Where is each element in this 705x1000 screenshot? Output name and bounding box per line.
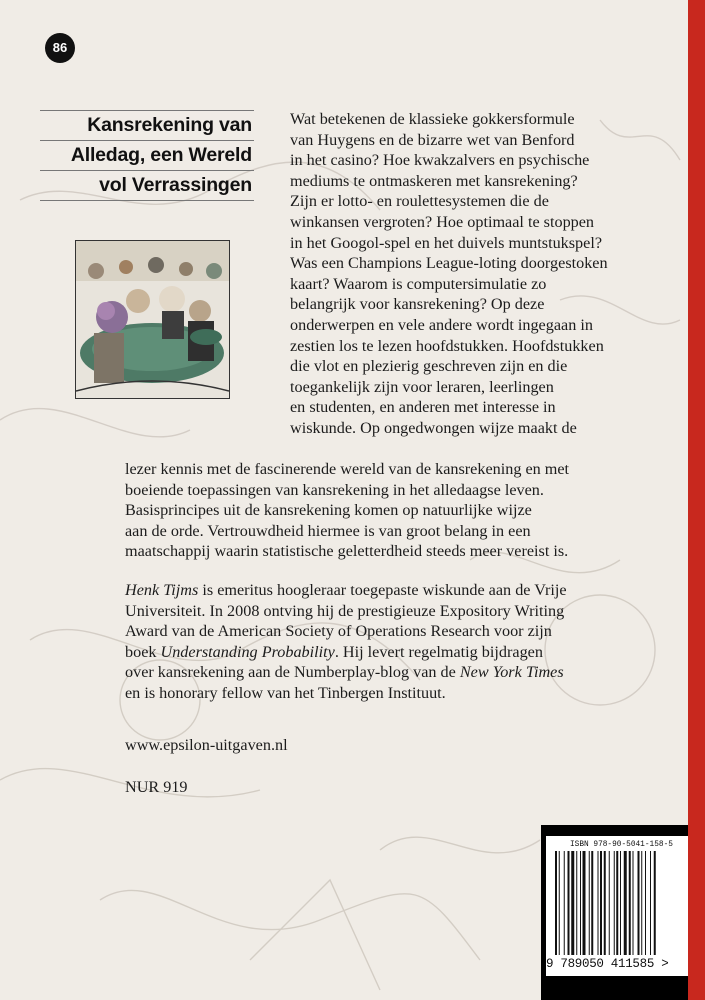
barcode-bar — [589, 851, 590, 955]
barcode-bar — [555, 851, 557, 955]
bio-text: over kansrekening aan de Numberplay-blog van de — [125, 663, 460, 682]
bio-text: boek — [125, 642, 161, 661]
barcode-bar — [641, 851, 642, 955]
barcode-bar — [564, 851, 565, 955]
author-bio — [125, 580, 685, 704]
bio-text: is emeritus hoogleraar toegepaste wiskunde aan de Vrije — [198, 581, 567, 599]
title-line: vol Verrassingen — [40, 170, 254, 201]
blurb-paragraph-top — [290, 109, 690, 439]
barcode-bar — [604, 851, 606, 955]
blurb-line: aan de orde. Vertrouwdheid hiermee is van groot belang in een — [125, 521, 531, 540]
blurb-line: boeiende toepassingen van kansrekening in het alledaagse leven. — [125, 480, 544, 499]
blurb-line: in het Googol-spel en het duivels muntstukspel? — [290, 233, 603, 252]
barcode-bar — [614, 851, 615, 955]
ean-digits: 9 789050 411585 > — [546, 957, 669, 971]
barcode-bar — [568, 851, 570, 955]
barcode-bar — [620, 851, 621, 955]
blurb-line: onderwerpen en vele andere wordt ingegaan in — [290, 315, 593, 334]
barcode-bar — [633, 851, 634, 955]
barcode-bar — [591, 851, 593, 955]
barcode-bar — [583, 851, 586, 955]
bio-line: Award van de American Society of Operations Research voor zijn — [125, 622, 552, 641]
blurb-line: lezer kennis met de fascinerende wereld van de kansrekening en met — [125, 460, 570, 478]
barcode-bar — [650, 851, 651, 955]
red-spine-edge — [688, 0, 705, 1000]
blurb-line: en studenten, en anderen met interesse in — [290, 398, 556, 417]
casino-illustration — [75, 240, 230, 399]
barcode-bar — [580, 851, 581, 955]
barcode-bar — [576, 851, 577, 955]
page-number-badge — [45, 33, 75, 63]
barcode-bar — [559, 851, 560, 955]
isbn-text: ISBN 978-90-5041-158-5 — [570, 841, 673, 849]
barcode-bar — [645, 851, 646, 955]
newspaper-reference: New York Times — [459, 663, 564, 682]
blurb-line: belangrijk voor kansrekening? Op deze — [290, 295, 545, 314]
title-line: Alledag, een Wereld — [40, 140, 254, 170]
blurb-line: maatschappij waarin statistische geletterdheid steeds meer vereist is. — [125, 542, 569, 561]
bio-line — [125, 580, 685, 601]
blurb-line: wiskunde. Op ongedwongen wijze maakt de — [290, 418, 577, 437]
blurb-line: in het casino? Hoe kwakzalvers en psychische — [290, 151, 590, 170]
blurb-line: kaart? Waarom is computersimulatie zo — [290, 274, 547, 293]
blurb-line: van Huygens en de bizarre wet van Benford — [290, 130, 575, 149]
title-line: Kansrekening van — [40, 110, 254, 140]
barcode-bar — [629, 851, 631, 955]
nur-code: NUR 919 — [125, 778, 188, 796]
barcode-bar — [624, 851, 627, 955]
bio-line — [125, 662, 685, 683]
blurb-line: Was een Champions League-loting doorgestoken — [290, 254, 608, 273]
author-name: Henk Tijms — [125, 581, 199, 599]
casino-scene-image — [76, 241, 229, 398]
blurb-line: toegankelijk zijn voor leraren, leerlingen — [290, 377, 554, 396]
blurb-line: mediums te ontmaskeren met kansrekening? — [290, 171, 578, 190]
bio-text: . Hij levert regelmatig bijdragen — [334, 642, 543, 661]
book-reference: Understanding Probability — [160, 642, 335, 661]
blurb-line: Wat betekenen de klassieke gokkersformule — [290, 110, 575, 128]
page-number: 86 — [52, 40, 68, 55]
bio-line: Universiteit. In 2008 ontving hij de prestigieuze Expository Writing — [125, 601, 565, 620]
barcode-bar — [609, 851, 610, 955]
blurb-line: winkansen vergroten? Hoe optimaal te stoppen — [290, 212, 595, 231]
barcode-bar — [616, 851, 618, 955]
book-title — [40, 110, 254, 201]
bio-line — [125, 642, 685, 663]
barcode-bar — [600, 851, 602, 955]
barcode-icon — [553, 851, 682, 955]
blurb-line: die vlot en plezierig geschreven zijn en die — [290, 357, 568, 376]
barcode-bar — [598, 851, 599, 955]
blurb-line: Basisprincipes uit de kansrekening komen op natuurlijke wijze — [125, 501, 532, 520]
barcode-bar — [654, 851, 656, 955]
barcode-bar — [638, 851, 640, 955]
publisher-website: www.epsilon-uitgaven.nl — [125, 736, 288, 754]
blurb-line: zestien los te lezen hoofdstukken. Hoofdstukken — [290, 336, 604, 355]
bio-line: en is honorary fellow van het Tinbergen Instituut. — [125, 683, 446, 702]
barcode-bar — [571, 851, 574, 955]
blurb-line: Zijn er lotto- en roulettesystemen die de — [290, 192, 549, 211]
blurb-paragraph-bottom — [125, 459, 685, 562]
